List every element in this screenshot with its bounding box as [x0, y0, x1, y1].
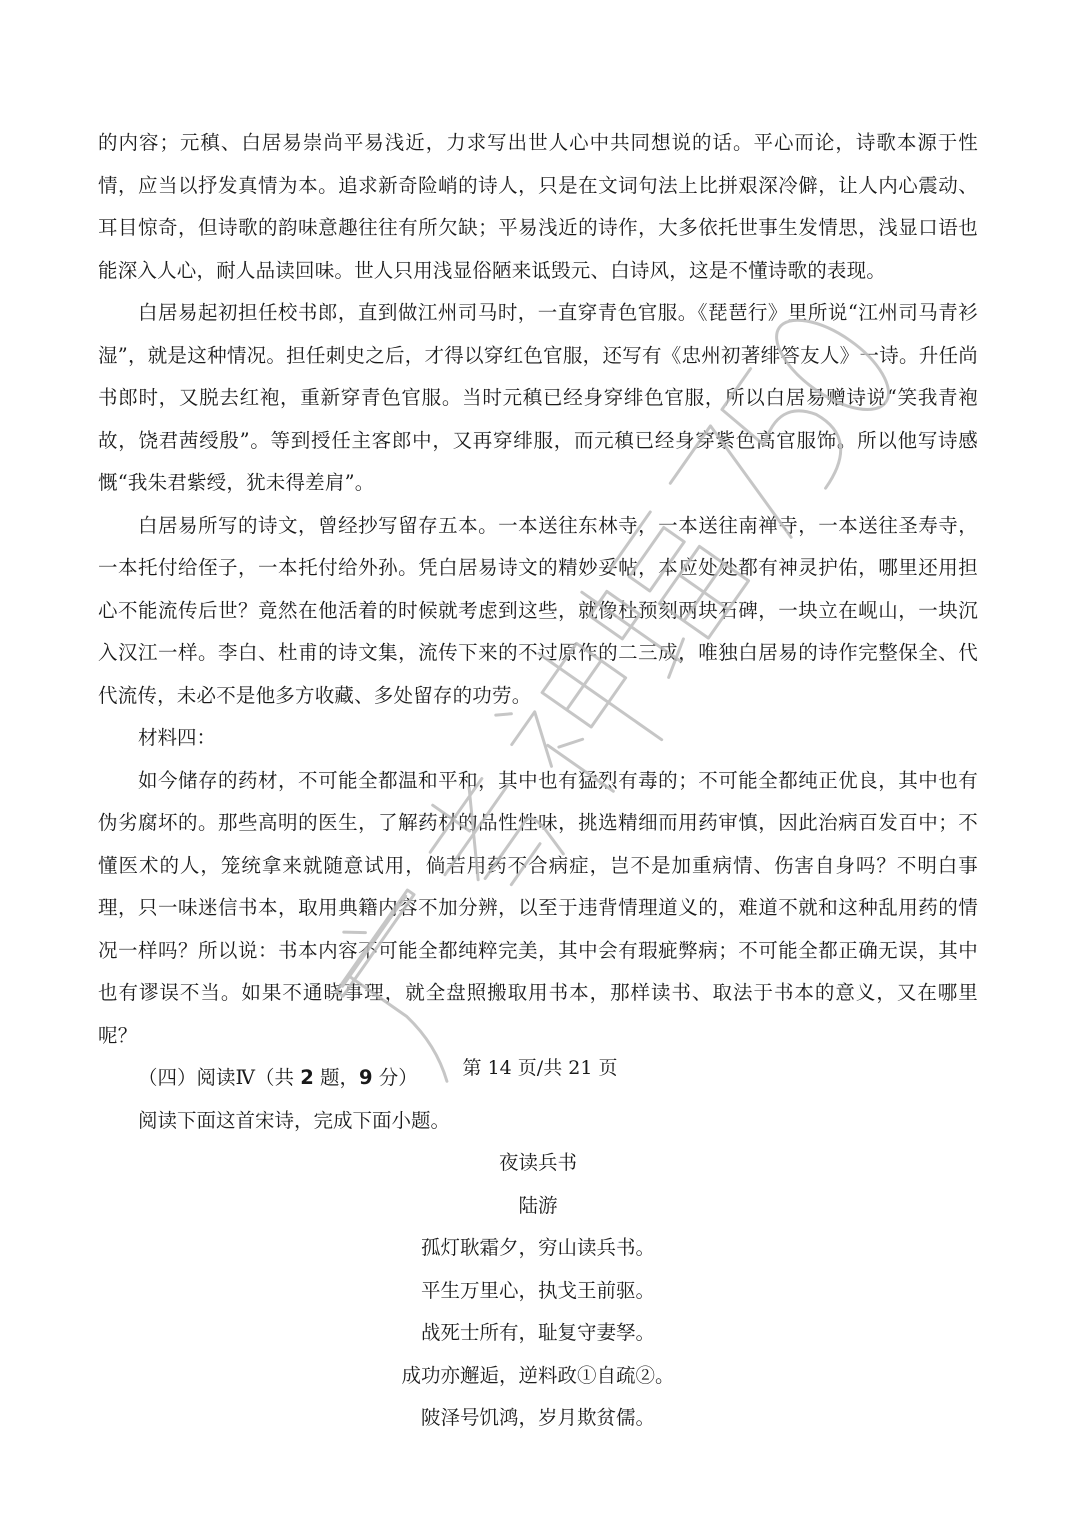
section-instruction: 阅读下面这首宋诗，完成下面小题。: [138, 1108, 451, 1132]
section-heading-mid: 题，: [313, 1066, 359, 1089]
page-content: [98, 122, 978, 1440]
paragraph-bai-juyi-robes: 白居易起初担任校书郎，直到做江州司马时，一直穿青色官服。《琵琶行》里所说“江州司马青衫湿”，就是这种情况。担任刺史之后，才得以穿红色官服，还写有《忠州初著绯答友人》一诗。升任尚书郎时，又脱去红袍，重新穿青色官服。当时元稹已经身穿绯色官服，所以白居易赠诗说“笑我青袍故，饶君茜绶殷”。等到授任主客郎中，又再穿绯服，而元稹已经身穿紫色高官服饰。所以他写诗感慨“我朱君紫绶，犹未得差肩”。: [98, 301, 978, 494]
material-four-label: 材料四：: [138, 726, 217, 749]
poem-line: 陂泽号饥鸿，岁月欺贫儒。: [420, 1406, 655, 1429]
page-number-footer: 第 14 页/共 21 页: [462, 1057, 618, 1079]
poem-author: 陆游: [518, 1193, 558, 1217]
section-heading-suffix: 分）: [372, 1066, 418, 1089]
section-score: 9: [358, 1066, 373, 1089]
poem-title: 夜读兵书: [498, 1151, 577, 1174]
paragraph-material-four: 如今储存的药材，不可能全都温和平和，其中也有猛烈有毒的；不可能全都纯正优良，其中也有伪劣腐坏的。那些高明的医生，了解药材的品性性味，挑选精细而用药审慎，因此治病百发百中；不懂医术的人，笼统拿来就随意试用，倘若用药不合病症，岂不是加重病情、伤害自身吗？不明白事理，只一味迷信书本，取用典籍内容不加分辨，以至于违背情理道义的，难道不就和这种乱用药的情况一样吗？所以说：书本内容不可能全都纯粹完美，其中会有瑕疵弊病；不可能全都正确无误，其中也有谬误不当。如果不通晓事理，就全盘照搬取用书本，那样读书、取法于书本的意义，又在哪里呢？: [98, 768, 978, 1047]
poem-line: 平生万里心，执戈王前驱。: [420, 1278, 655, 1302]
paragraph-bai-juyi-copies: 白居易所写的诗文，曾经抄写留存五本。一本送往东林寺，一本送往南禅寺，一本送往圣寿寺，一本托付给侄子，一本托付给外孙。凭白居易诗文的精妙妥帖，本应处处都有神灵护佑，哪里还用担心不能流传后世？竟然在他活着的时候就考虑到这些，就像杜预刻两块石碑，一块立在岘山，一块沉入汉江一样。李白、杜甫的诗文集，流传下来的不过原作的二三成，唯独白居易的诗作完整保全、代代流传，未必不是他多方收藏、多处留存的功劳。: [98, 513, 978, 707]
poem: [98, 1142, 978, 1440]
section-heading-prefix: （四）阅读Ⅳ（共: [138, 1066, 301, 1089]
poem-line: 战死士所有，耻复守妻孥。: [420, 1321, 655, 1344]
poem-line: 成功亦邂逅，逆料政①自疏②。: [401, 1363, 675, 1387]
paragraph-continuation: 的内容；元稹、白居易崇尚平易浅近，力求写出世人心中共同想说的话。平心而论，诗歌本源于性情，应当以抒发真情为本。追求新奇险峭的诗人，只是在文词句法上比拼艰深冷僻，让人内心震动、耳目惊奇，但诗歌的韵味意趣往往有所欠缺；平易浅近的诗作，大多依托世事生发情思，浅显口语也能深入人心，耐人品读回味。世人只用浅显俗陋来诋毁元、白诗风，这是不懂诗歌的表现。: [98, 131, 978, 282]
section-question-count: 2: [300, 1066, 314, 1089]
poem-line: 孤灯耿霜夕，穷山读兵书。: [420, 1236, 655, 1259]
